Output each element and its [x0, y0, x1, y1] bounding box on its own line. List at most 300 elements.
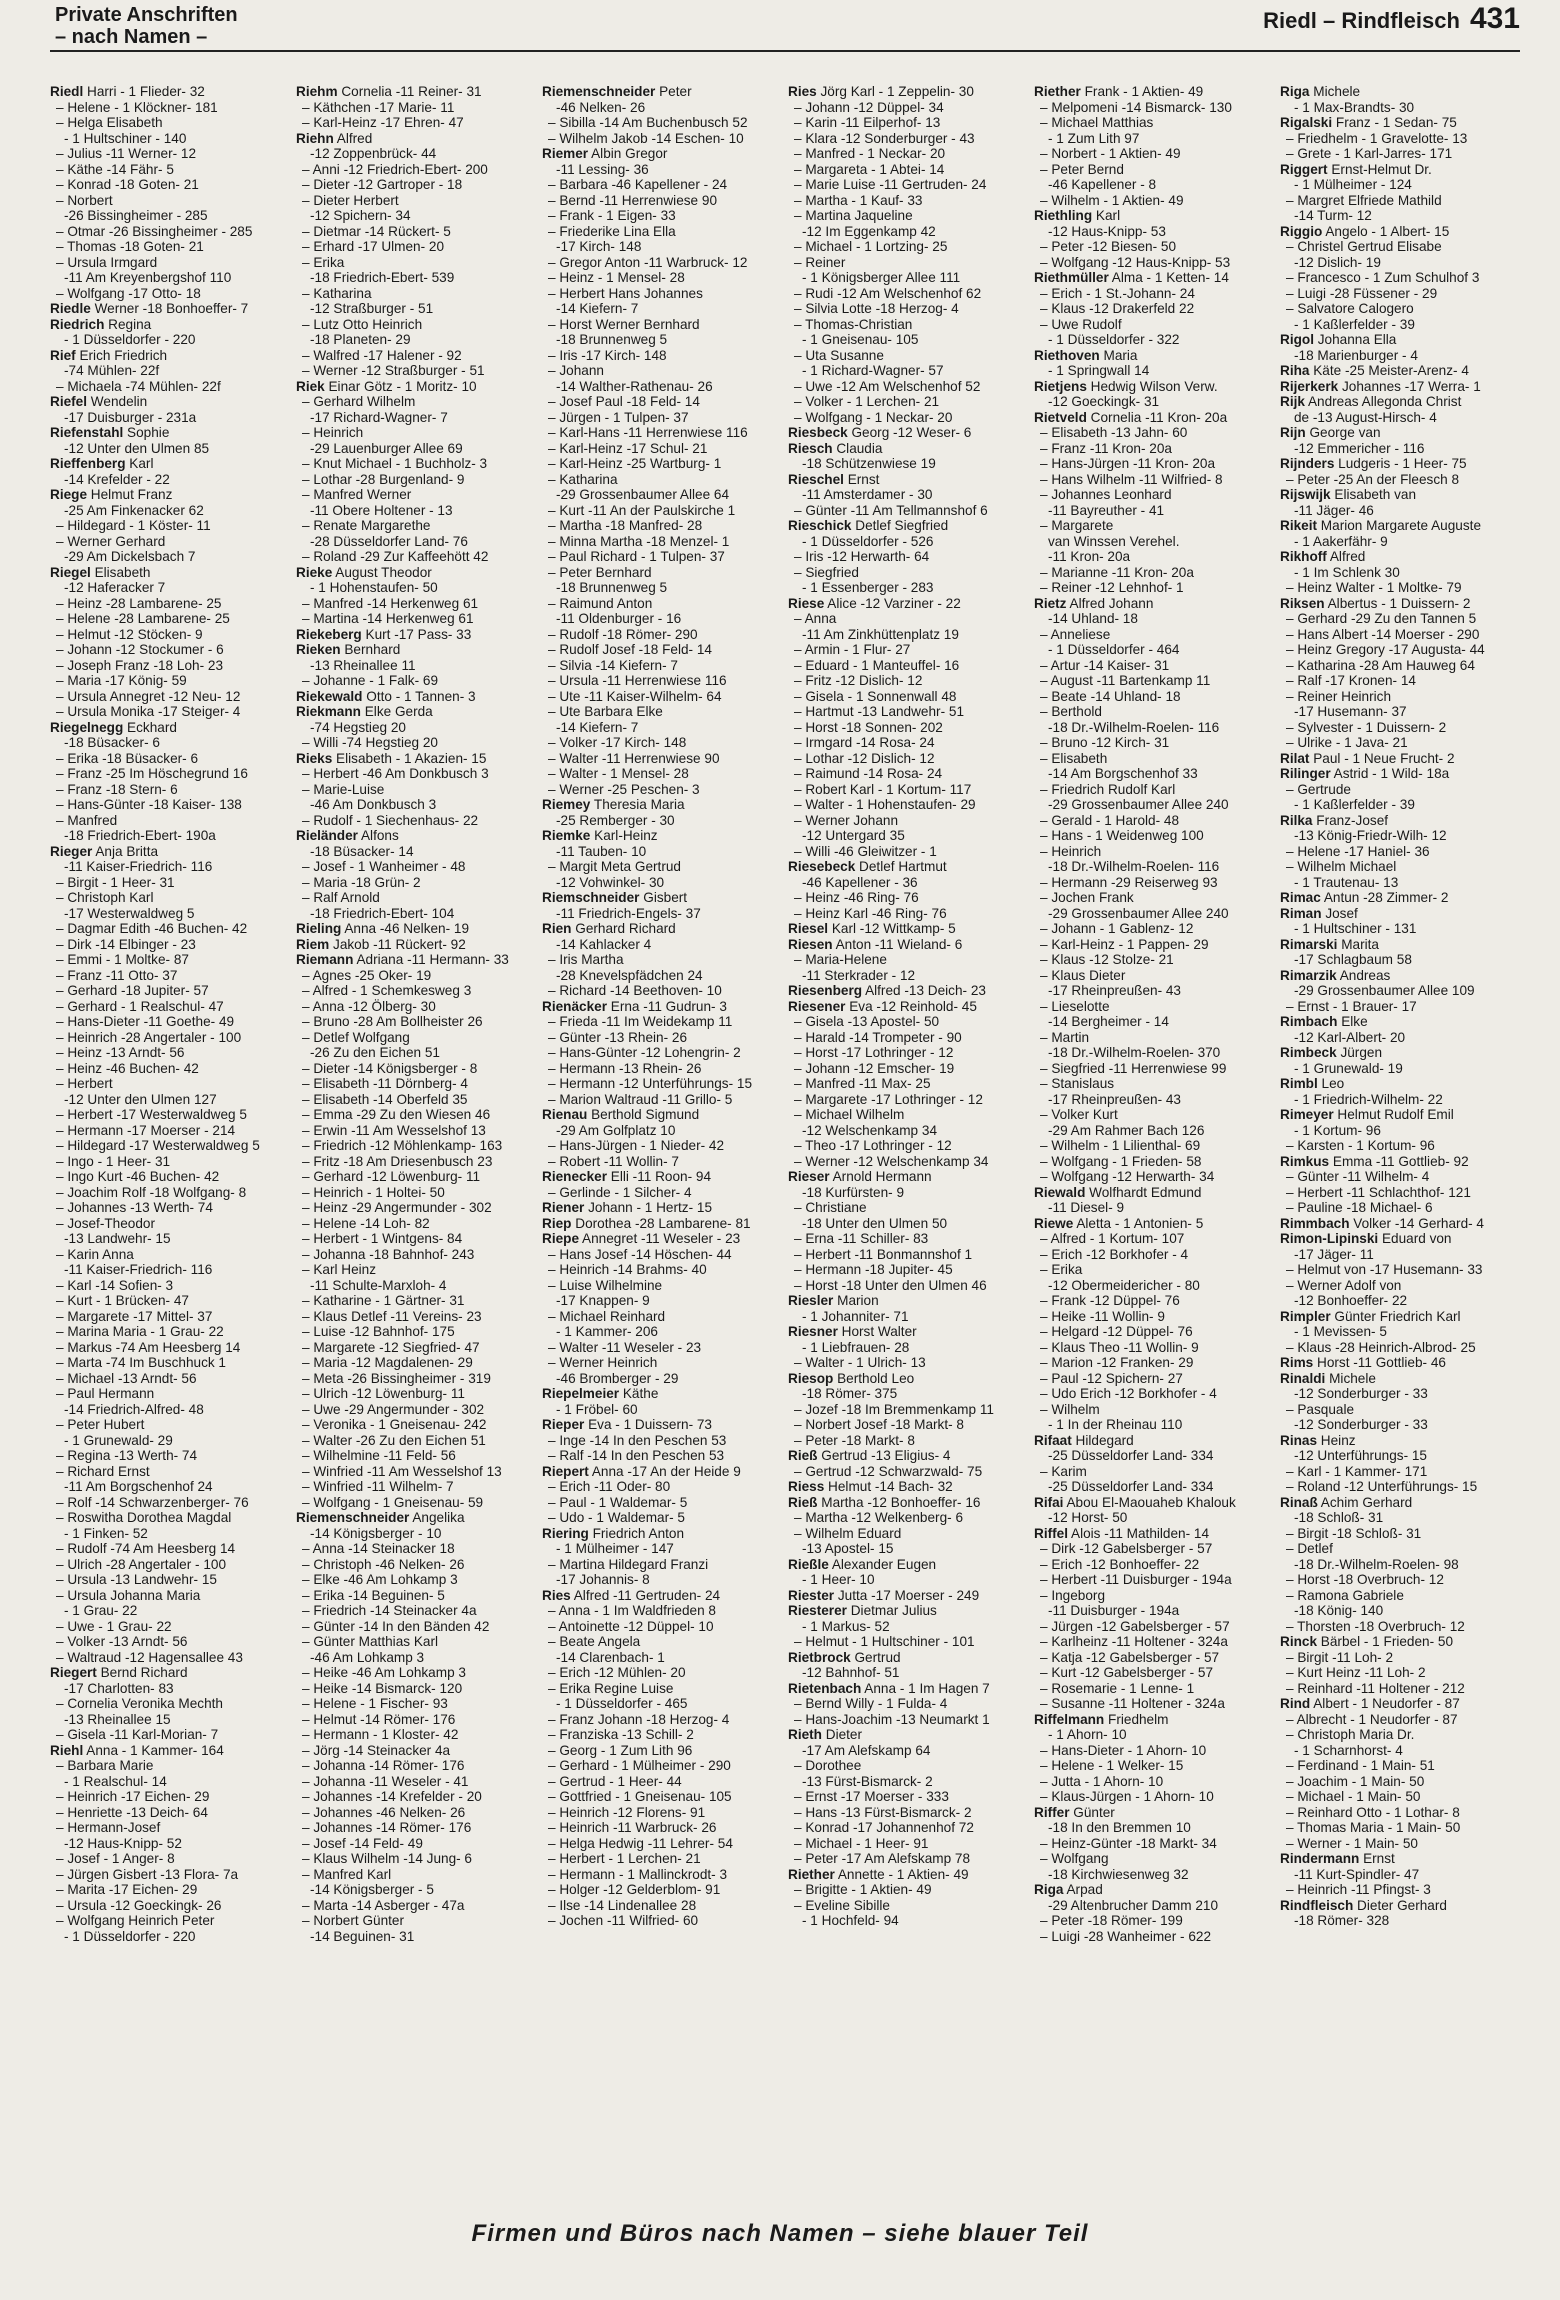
entry-details: – Hermann - 1 Kloster- 42: [302, 1727, 459, 1742]
directory-subentry: [542, 270, 782, 286]
entry-details: -12 Bahnhof- 51: [802, 1665, 900, 1680]
surname: Rigol: [1280, 332, 1314, 347]
surname: Riegert: [50, 1665, 97, 1680]
directory-entry-continuation: [542, 875, 782, 891]
directory-entry: [1280, 425, 1520, 441]
directory-entry-continuation: [50, 270, 290, 286]
surname: Rienäcker: [542, 998, 607, 1014]
directory-subentry: [296, 983, 536, 999]
entry-details: -18 König- 140: [1294, 1603, 1384, 1618]
directory-subentry: [1034, 813, 1274, 829]
directory-subentry: [1280, 1727, 1520, 1743]
entry-details: – Waltraud -12 Hagensallee 43: [56, 1649, 243, 1665]
directory-subentry: [542, 1014, 782, 1030]
entry-details: – Birgit - 1 Heer- 31: [56, 874, 175, 890]
directory-subentry: [1280, 844, 1520, 860]
entry-details: – Manfred Karl: [302, 1866, 392, 1882]
directory-entry-continuation: [1280, 1386, 1520, 1402]
directory-entry: [788, 472, 1028, 488]
surname: Riesel: [788, 921, 829, 936]
entry-details: – Wolfgang: [1040, 1851, 1109, 1866]
header-rule: [50, 50, 1520, 52]
entry-details: – Silvia -14 Kiefern- 7: [548, 657, 678, 673]
directory-entry-continuation: [50, 1929, 290, 1945]
entry-details: -14 Bergheimer - 14: [1048, 1014, 1169, 1029]
surname: Riekmann: [296, 704, 361, 719]
entry-details: – Gerhard - 1 Mülheimer - 290: [548, 1758, 731, 1773]
directory-entry: [296, 828, 536, 844]
directory-subentry: [50, 1867, 290, 1883]
directory-subentry: [296, 1588, 536, 1604]
entry-details: Erich Friedrich: [75, 347, 168, 363]
directory-subentry: [1280, 1169, 1520, 1185]
entry-details: – Heinz Karl -46 Ring- 76: [794, 905, 947, 921]
directory-entry: [542, 1107, 782, 1123]
directory-subentry: [542, 952, 782, 968]
surname: Riemenschneider: [296, 1510, 410, 1525]
entry-details: Berthold Sigmund: [587, 1107, 700, 1122]
entry-details: – Herbert -11 Schlachthof- 121: [1286, 1184, 1471, 1200]
entry-details: Jürgen: [1336, 1045, 1383, 1060]
surname: Riewe: [1034, 1215, 1074, 1231]
surname: Riener: [542, 1200, 585, 1215]
directory-entry: [1280, 1154, 1520, 1170]
entry-details: Josef: [1321, 905, 1358, 921]
entry-details: – Michael -13 Arndt- 56: [56, 1370, 197, 1386]
entry-details: – Johann: [548, 363, 604, 378]
directory-entry-continuation: [542, 580, 782, 596]
entry-details: – Günter -13 Rhein- 26: [548, 1029, 688, 1045]
entry-details: -17 Knappen- 9: [556, 1293, 650, 1308]
entry-details: Georg -12 Weser- 6: [847, 425, 972, 440]
entry-details: – Robert Karl - 1 Kortum- 117: [794, 781, 972, 797]
entry-details: -46 Nelken- 26: [556, 99, 646, 115]
directory-subentry: [50, 875, 290, 891]
entry-details: Arnold Hermann: [829, 1169, 932, 1184]
entry-details: -12 Vohwinkel- 30: [556, 874, 665, 890]
entry-details: – Hartmut -13 Landwehr- 51: [794, 704, 965, 719]
directory-subentry: [50, 162, 290, 178]
directory-entry-continuation: [1034, 1092, 1274, 1108]
directory-subentry: [296, 1433, 536, 1449]
directory-subentry: [542, 115, 782, 131]
directory-subentry: [542, 1138, 782, 1154]
entry-details: – Peter Bernhard: [548, 564, 652, 580]
entry-details: – Erwin -11 Am Wesselshof 13: [302, 1122, 486, 1138]
directory-subentry: [296, 1216, 536, 1232]
directory-subentry: [50, 766, 290, 782]
entry-details: Eva -12 Reinhold- 45: [845, 998, 977, 1014]
entry-details: – Heinz Gregory -17 Augusta- 44: [1286, 642, 1485, 657]
directory-subentry: [788, 1417, 1028, 1433]
entry-details: – Erika -14 Beguinen- 5: [302, 1587, 445, 1603]
directory-entry: [296, 751, 536, 767]
entry-details: – Karl-Heinz -17 Ehren- 47: [302, 115, 464, 130]
directory-subentry: [296, 286, 536, 302]
directory-entry: [788, 1293, 1028, 1309]
entry-details: – Johannes -13 Werth- 74: [56, 1200, 213, 1215]
entry-details: – Marion -12 Franken- 29: [1040, 1355, 1194, 1370]
entry-details: – Maria-Helene: [794, 952, 887, 967]
directory-entry-continuation: [296, 906, 536, 922]
entry-details: – Fritz -12 Dislich- 12: [794, 673, 923, 688]
directory-subentry: [542, 534, 782, 550]
entry-details: – Klaus -12 Drakerfeld 22: [1040, 301, 1195, 316]
entry-details: – Marianne -11 Kron- 20a: [1040, 564, 1194, 580]
directory-entry: [1280, 363, 1520, 379]
entry-details: – Thorsten -18 Overbruch- 12: [1286, 1618, 1465, 1634]
entry-details: -18 Friedrich-Ebert- 539: [310, 270, 455, 285]
entry-details: – Sibilla -14 Am Buchenbusch 52: [548, 115, 748, 130]
entry-details: – Uwe -29 Angermunder - 302: [302, 1401, 485, 1417]
surname: Rilka: [1280, 812, 1313, 828]
entry-details: -46 Kapellener - 8: [1048, 177, 1157, 192]
directory-entry-continuation: [296, 410, 536, 426]
entry-details: – Lieselotte: [1040, 998, 1110, 1014]
directory-entry-continuation: [1280, 410, 1520, 426]
entry-details: - 1 Mülheimer - 147: [556, 1541, 674, 1556]
entry-details: – Walter -26 Zu den Eichen 51: [302, 1432, 486, 1448]
directory-subentry: [788, 1076, 1028, 1092]
directory-entry-continuation: [1034, 1448, 1274, 1464]
entry-details: Friedhelm: [1104, 1711, 1169, 1727]
directory-entry: [1280, 487, 1520, 503]
directory-subentry: [1034, 735, 1274, 751]
directory-subentry: [50, 1355, 290, 1371]
directory-entry-continuation: [542, 937, 782, 953]
entry-details: - 1 Grunewald- 29: [64, 1432, 173, 1448]
directory-subentry: [1280, 1650, 1520, 1666]
directory-subentry: [1280, 1588, 1520, 1604]
entry-details: – Meta -26 Bissingheimer - 319: [302, 1370, 491, 1386]
entry-details: – Ernst -17 Moerser - 333: [794, 1789, 949, 1804]
directory-subentry: [788, 162, 1028, 178]
entry-details: – Helene - 1 Fischer- 93: [302, 1696, 448, 1711]
directory-subentry: [542, 1774, 782, 1790]
entry-details: – Emma -29 Zu den Wiesen 46: [302, 1107, 491, 1122]
directory-subentry: [1034, 1231, 1274, 1247]
entry-details: – Peter -25 An der Fleesch 8: [1286, 471, 1460, 487]
surname: Rijerkerk: [1280, 378, 1339, 394]
directory-subentry: [1034, 890, 1274, 906]
directory-entry-continuation: [1280, 704, 1520, 720]
entry-details: -14 Beguinen- 31: [310, 1928, 415, 1944]
entry-details: Hedwig Wilson Verw.: [1086, 378, 1218, 394]
entry-details: – Rudolf - 1 Siechenhaus- 22: [302, 812, 479, 828]
directory-subentry: [542, 1743, 782, 1759]
directory-subentry: [788, 301, 1028, 317]
entry-details: Arpad: [1063, 1882, 1103, 1897]
entry-details: – Manfred -14 Herkenweg 61: [302, 595, 479, 611]
directory-entry-continuation: [50, 1603, 290, 1619]
entry-details: Dietmar Julius: [846, 1603, 937, 1618]
entry-details: -18 Dr.-Wilhelm-Roelen- 116: [1048, 859, 1220, 874]
directory-entry-continuation: [1280, 983, 1520, 999]
entry-details: – Paul Richard - 1 Tulpen- 37: [548, 549, 725, 564]
entry-details: – Antoinette -12 Düppel- 10: [548, 1618, 714, 1634]
entry-details: – Walter - 1 Hohenstaufen- 29: [794, 797, 976, 812]
entry-details: Regina: [104, 316, 152, 332]
entry-details: – Luise Wilhelmine: [548, 1277, 663, 1293]
section-title-line2: – nach Namen –: [55, 26, 208, 48]
entry-details: – Erika: [1040, 1262, 1083, 1277]
directory-entry: [542, 1526, 782, 1542]
entry-details: – Dirk -12 Gabelsberger - 57: [1040, 1541, 1213, 1556]
entry-details: – Gerald - 1 Harold- 48: [1040, 812, 1180, 828]
entry-details: – Wilhelm Eduard: [794, 1525, 902, 1541]
surname: Riesbeck: [788, 425, 848, 440]
surname: Rinaldi: [1280, 1370, 1326, 1386]
entry-details: -18 Büsacker- 14: [310, 843, 414, 859]
directory-subentry: [296, 255, 536, 271]
entry-details: -18 Planeten- 29: [310, 332, 411, 347]
directory-subentry: [50, 1278, 290, 1294]
directory-subentry: [542, 1898, 782, 1914]
directory-entry: [296, 937, 536, 953]
entry-details: – Veronika - 1 Gneisenau- 242: [302, 1417, 487, 1432]
entry-details: Karl: [1092, 208, 1121, 223]
directory-subentry: [50, 658, 290, 674]
surname: Riemke: [542, 828, 591, 843]
directory-subentry: [50, 518, 290, 534]
entry-details: Angelika: [409, 1510, 465, 1525]
entry-details: -25 Remberger - 30: [556, 812, 675, 828]
entry-details: Eckhard: [123, 719, 177, 735]
surname: Rinaß: [1280, 1494, 1318, 1510]
entry-details: – Gerhard - 1 Realschul- 47: [56, 998, 224, 1014]
entry-details: -29 Grossenbaumer Allee 240: [1048, 797, 1229, 812]
directory-subentry: [1034, 844, 1274, 860]
directory-subentry: [50, 983, 290, 999]
surname: Rieth: [788, 1727, 822, 1742]
entry-details: Albertus - 1 Duissern- 2: [1324, 595, 1471, 611]
entry-details: – Heike -46 Am Lohkamp 3: [302, 1665, 466, 1680]
entry-details: Alfons: [357, 828, 399, 843]
entry-details: – Otmar -26 Bissingheimer - 285: [56, 223, 253, 239]
directory-subentry: [50, 1789, 290, 1805]
directory-subentry: [542, 1820, 782, 1836]
entry-details: – Hermann -18 Jupiter- 45: [794, 1262, 953, 1277]
directory-entry: [296, 642, 536, 658]
directory-subentry: [1034, 627, 1274, 643]
directory-entry-continuation: [1034, 1820, 1274, 1836]
entry-details: de -13 August-Hirsch- 4: [1294, 409, 1437, 425]
entry-details: -11 Amsterdamer - 30: [802, 487, 933, 502]
directory-subentry: [1034, 875, 1274, 891]
entry-details: Aletta - 1 Antonien- 5: [1073, 1215, 1204, 1231]
entry-details: – Siegfried: [794, 564, 859, 580]
entry-details: – Winfried -11 Wilhelm- 7: [302, 1479, 454, 1494]
directory-subentry: [542, 549, 782, 565]
directory-subentry: [296, 1743, 536, 1759]
entry-details: – Frank -12 Düppel- 76: [1040, 1293, 1180, 1308]
directory-subentry: [788, 735, 1028, 751]
entry-details: – Heinrich -28 Angertaler - 100: [56, 1029, 242, 1045]
directory-subentry: [296, 1572, 536, 1588]
directory-entry-continuation: [50, 1774, 290, 1790]
directory-subentry: [542, 255, 782, 271]
directory-entry: [50, 84, 290, 100]
entry-details: – Iris -17 Kirch- 148: [548, 347, 667, 363]
directory-subentry: [788, 1278, 1028, 1294]
directory-subentry: [1280, 859, 1520, 875]
surname: Riedle: [50, 301, 91, 316]
directory-entry-continuation: [542, 720, 782, 736]
directory-subentry: [50, 1216, 290, 1232]
directory-subentry: [296, 1634, 536, 1650]
entry-details: – Stanislaus: [1040, 1076, 1115, 1091]
directory-subentry: [1034, 1340, 1274, 1356]
entry-details: – Manfred Werner: [302, 487, 412, 502]
directory-entry: [296, 921, 536, 937]
directory-entry-continuation: [542, 1371, 782, 1387]
entry-details: – Wilhelm - 1 Aktien- 49: [1040, 192, 1184, 208]
surname: Rindermann: [1280, 1851, 1360, 1866]
directory-subentry: [788, 1402, 1028, 1418]
entry-details: – Erika -18 Büsacker- 6: [56, 750, 199, 766]
entry-details: – Ralf Arnold: [302, 890, 380, 905]
entry-details: – Katharina: [302, 285, 372, 301]
entry-details: – Fritz -18 Am Driesenbusch 23: [302, 1153, 493, 1169]
directory-subentry: [788, 549, 1028, 565]
entry-details: – Heinrich -11 Warbruck- 26: [548, 1820, 717, 1835]
entry-details: – Anna -14 Steinacker 18: [302, 1541, 455, 1556]
entry-details: – Werner -25 Peschen- 3: [548, 781, 700, 797]
entry-details: – Rolf -14 Schwarzenberger- 76: [56, 1494, 249, 1510]
directory-subentry: [788, 1138, 1028, 1154]
directory-subentry: [1034, 115, 1274, 131]
entry-details: – Josef-Theodor: [56, 1215, 155, 1231]
entry-details: – Peter Bernd: [1040, 161, 1124, 177]
directory-subentry: [1280, 1138, 1520, 1154]
entry-details: – Artur -14 Kaiser- 31: [1040, 657, 1170, 673]
entry-details: -18 In den Bremmen 10: [1048, 1820, 1191, 1835]
entry-details: -12 Haferacker 7: [64, 580, 166, 595]
directory-entry: [1280, 1216, 1520, 1232]
entry-details: Horst Walter: [837, 1324, 917, 1339]
entry-details: Werner -18 Bonhoeffer- 7: [90, 301, 249, 316]
entry-details: Alfred: [333, 130, 373, 146]
directory-subentry: [1280, 1805, 1520, 1821]
directory-entry-continuation: [296, 797, 536, 813]
entry-details: – Josef - 1 Wanheimer - 48: [302, 859, 466, 874]
surname: Rimon-Lipinski: [1280, 1231, 1379, 1246]
entry-details: – Bruno -28 Am Bollheister 26: [302, 1014, 483, 1029]
entry-details: – Susanne -11 Holtener - 324a: [1040, 1696, 1225, 1711]
entry-details: -17 Rheinpreußen- 43: [1048, 983, 1181, 998]
entry-details: – Bernd -11 Herrenwiese 90: [548, 192, 718, 208]
directory-entry: [50, 348, 290, 364]
entry-details: – Marina Maria - 1 Grau- 22: [56, 1324, 224, 1339]
entry-details: – Marta -74 Im Buschhuck 1: [56, 1355, 226, 1370]
entry-details: Hildegard: [1071, 1432, 1134, 1448]
directory-subentry: [296, 162, 536, 178]
directory-subentry: [1280, 1185, 1520, 1201]
entry-details: Käthe: [619, 1386, 659, 1401]
directory-subentry: [296, 348, 536, 364]
directory-entry-continuation: [788, 580, 1028, 596]
directory-subentry: [788, 348, 1028, 364]
directory-subentry: [788, 658, 1028, 674]
entry-details: -18 Unter den Ulmen 50: [802, 1215, 948, 1231]
entry-details: – Herbert -46 Am Donkbusch 3: [302, 766, 489, 781]
entry-details: – Martina Jaqueline: [794, 208, 913, 223]
directory-subentry: [50, 1061, 290, 1077]
entry-details: – Heinz -13 Arndt- 56: [56, 1045, 185, 1060]
directory-entry-continuation: [788, 627, 1028, 643]
surname: Rims: [1280, 1355, 1314, 1370]
directory-subentry: [1280, 673, 1520, 689]
entry-details: Erna -11 Gudrun- 3: [607, 998, 727, 1014]
entry-details: Ernst-Helmut Dr.: [1327, 161, 1432, 177]
surname: Rietz: [1034, 595, 1067, 611]
entry-details: -11 Kaiser-Friedrich- 116: [64, 1262, 213, 1277]
directory-subentry: [542, 456, 782, 472]
entry-details: Albin Gregor: [588, 146, 668, 161]
entry-details: – Erich -12 Bonhoeffer- 22: [1040, 1556, 1200, 1572]
entry-details: -12 Welschenkamp 34: [802, 1122, 938, 1138]
directory-entry: [50, 487, 290, 503]
entry-details: – Richard Ernst: [56, 1463, 150, 1479]
directory-subentry: [1034, 1293, 1274, 1309]
directory-entry-continuation: [50, 1231, 290, 1247]
directory-entry-continuation: [1280, 208, 1520, 224]
entry-details: -17 Husemann- 37: [1294, 704, 1407, 719]
directory-subentry: [1280, 146, 1520, 162]
directory-subentry: [542, 208, 782, 224]
directory-subentry: [542, 1805, 782, 1821]
directory-subentry: [542, 1154, 782, 1170]
entry-details: - 1 Zum Lith 97: [1048, 130, 1140, 146]
entry-details: Emma -11 Gottlieb- 92: [1329, 1153, 1469, 1169]
entry-details: – Marita -17 Eichen- 29: [56, 1882, 198, 1897]
entry-details: -25 Am Finkenacker 62: [64, 502, 204, 518]
entry-details: – Gottfried - 1 Gneisenau- 105: [548, 1789, 732, 1804]
directory-subentry: [1034, 921, 1274, 937]
directory-subentry: [50, 1464, 290, 1480]
entry-details: – Herbert -11 Duisburger - 194a: [1040, 1572, 1232, 1587]
directory-subentry: [542, 1340, 782, 1356]
directory-subentry: [542, 1619, 782, 1635]
directory-subentry: [1034, 658, 1274, 674]
directory-entry-continuation: [1034, 332, 1274, 348]
directory-subentry: [788, 286, 1028, 302]
entry-details: – Jutta - 1 Ahorn- 10: [1040, 1773, 1164, 1789]
directory-subentry: [542, 1061, 782, 1077]
entry-details: – Klaus Dieter: [1040, 967, 1126, 983]
directory-subentry: [296, 1681, 536, 1697]
entry-details: – Michael - 1 Heer- 91: [794, 1835, 929, 1851]
directory-subentry: [296, 782, 536, 798]
entry-details: Alice -12 Varziner - 22: [824, 595, 961, 611]
directory-subentry: [1034, 1247, 1274, 1263]
entry-details: – Karl-Hans -11 Herrenwiese 116: [548, 425, 748, 440]
directory-entry-continuation: [542, 100, 782, 116]
entry-details: -12 Spichern- 34: [310, 208, 411, 223]
directory-subentry: [788, 1836, 1028, 1852]
surname: Rienau: [542, 1107, 588, 1122]
directory-subentry: [1034, 1557, 1274, 1573]
directory-subentry: [50, 937, 290, 953]
directory-entry: [788, 596, 1028, 612]
entry-details: – Harald -14 Trompeter - 90: [794, 1029, 962, 1045]
directory-subentry: [1280, 689, 1520, 705]
directory-subentry: [788, 100, 1028, 116]
directory-entry-continuation: [1280, 1092, 1520, 1108]
entry-details: Günter: [1069, 1804, 1115, 1820]
entry-details: – Gerhard -12 Löwenburg- 11: [302, 1169, 481, 1184]
entry-details: Eduard von: [1378, 1231, 1452, 1246]
